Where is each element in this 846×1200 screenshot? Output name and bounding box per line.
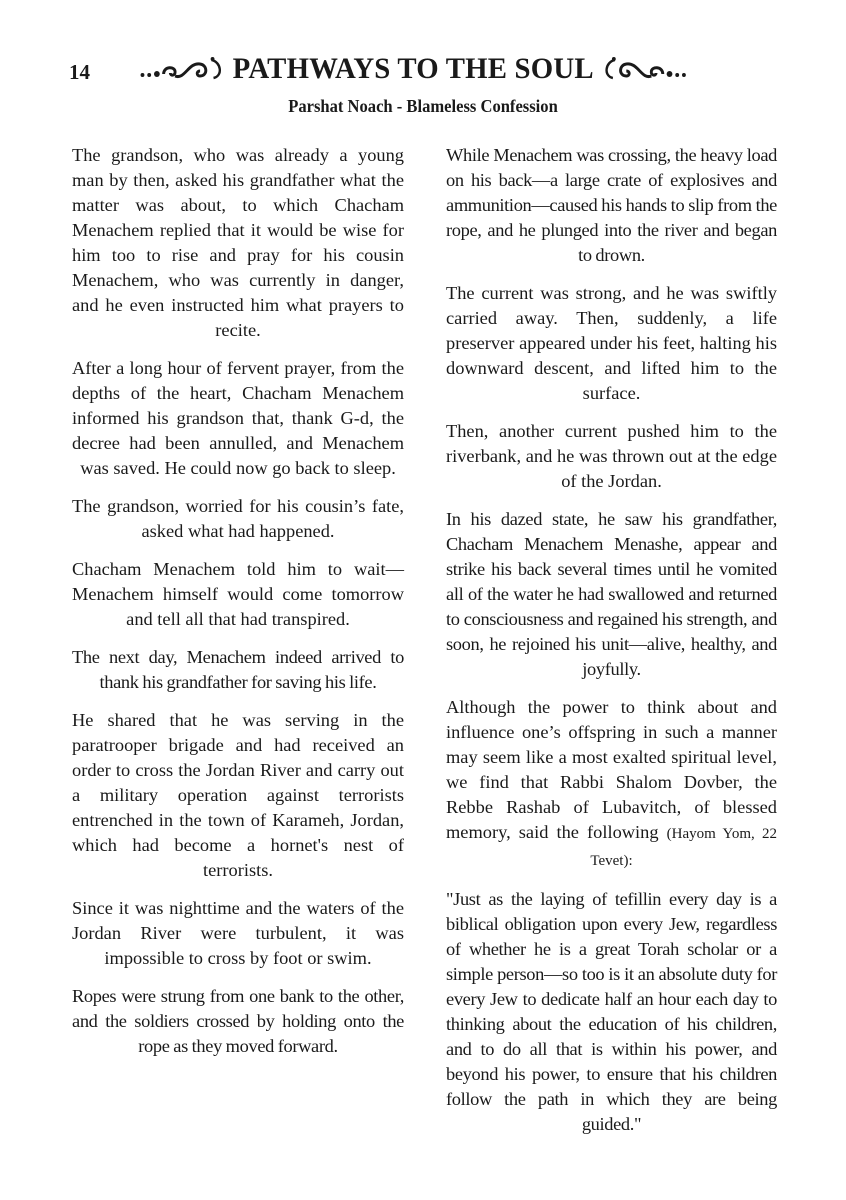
quote-citation: (Hayom Yom, 22 Tevet): xyxy=(590,826,777,869)
paragraph: Then, another current pushed him to the riverbank, and he was thrown out at the edge of the Jordan. xyxy=(446,421,777,491)
quote-paragraph: "Just as the laying of tefillin every day is a biblical obligation upon every Jew, regardless of whether he is a great Torah scholar or a simple person—so too is it an absolute duty for every Jew to dedicate half an hour each day to thinking about the education of his children, and to do all that is within his power, and beyond his power, to ensure that his children follow the path in which they are being guided." xyxy=(446,889,777,1134)
paragraph: After a long hour of fervent prayer, from the depths of the heart, Chacham Menachem informed his grandson that, thank G-d, the decree had been annulled, and Menachem was saved. He could now go back to sleep. xyxy=(72,358,404,478)
right-column xyxy=(446,143,777,1150)
publication-title: PATHWAYS TO THE SOUL xyxy=(232,52,594,85)
paragraph: The current was strong, and he was swiftly carried away. Then, suddenly, a life preserver appeared under his feet, halting his downward descent, and lifted him to the surface. xyxy=(446,283,777,403)
paragraph: The grandson, worried for his cousin’s fate, asked what had happened. xyxy=(72,496,404,541)
right-flourish-ornament-icon xyxy=(599,54,687,84)
paragraph: Since it was nighttime and the waters of the Jordan River were turbulent, it was impossible to cross by foot or swim. xyxy=(72,898,404,968)
paragraph: Chacham Menachem told him to wait—Menachem himself would come tomorrow and tell all that had transpired. xyxy=(72,559,404,629)
left-column xyxy=(72,143,404,1072)
quote-intro-text: Although the power to think about and influence one’s offspring in such a manner may seem like a most exalted spiritual level, we find that Rabbi Shalom Dovber, the Rebbe Rashab of Lubavitch, of blessed memory, said the following xyxy=(446,697,777,842)
paragraph: Ropes were strung from one bank to the other, and the soldiers crossed by holding onto the rope as they moved forward. xyxy=(72,986,404,1056)
running-header xyxy=(130,52,696,86)
paragraph: While Menachem was crossing, the heavy load on his back—a large crate of explosives and ammunition—caused his hands to slip from the rope, and he plunged into the river and began to drown. xyxy=(446,145,777,265)
left-flourish-ornament-icon xyxy=(139,54,227,84)
page-number: 14 xyxy=(69,60,90,84)
paragraph: He shared that he was serving in the paratrooper brigade and had received an order to cross the Jordan River and carry out a military operation against terrorists entrenched in the town of Karameh, Jordan, which had become a hornet's nest of terrorists. xyxy=(72,710,404,880)
paragraph: The grandson, who was already a young man by then, asked his grandfather what the matter was about, to which Chacham Menachem replied that it would be wise for him too to rise and pray for his cousin Menachem, who was currently in danger, and he even instructed him what prayers to recite. xyxy=(72,145,404,340)
paragraph: The next day, Menachem indeed arrived to thank his grandfather for saving his life. xyxy=(72,647,404,692)
quote-intro-paragraph xyxy=(446,695,777,874)
paragraph: In his dazed state, he saw his grandfather, Chacham Menachem Menashe, appear and strike his back several times until he vomited all of the water he had swallowed and returned to consciousness and regained his strength, and soon, he rejoined his unit—alive, healthy, and joyfully. xyxy=(446,509,777,679)
article-subtitle: Parshat Noach - Blameless Confession xyxy=(288,96,558,116)
